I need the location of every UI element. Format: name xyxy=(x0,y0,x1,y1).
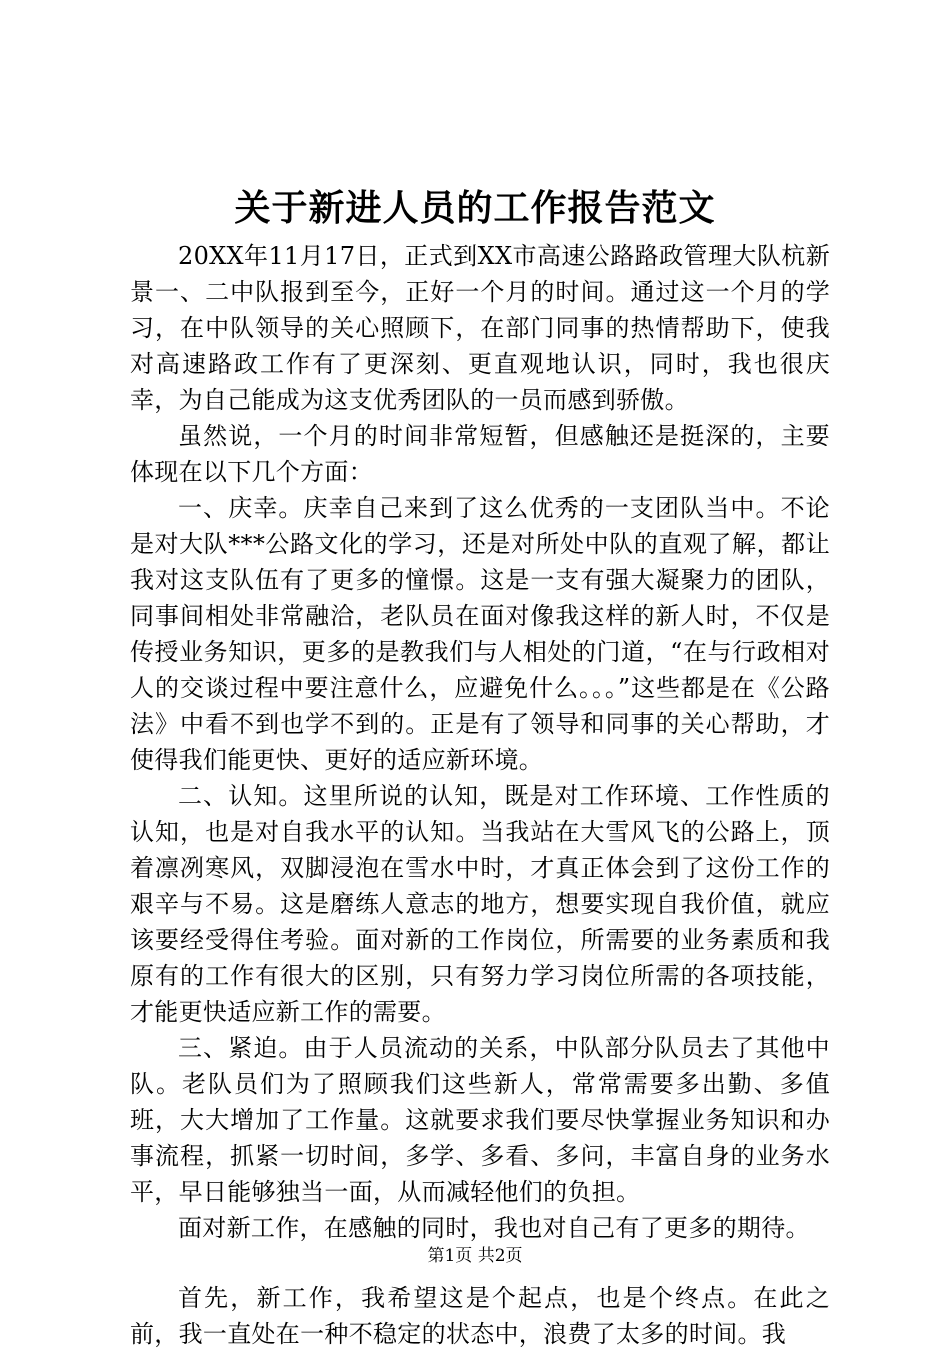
paragraph-overview: 虽然说，一个月的时间非常短暂，但感触还是挺深的，主要体现在以下几个方面： xyxy=(130,422,830,486)
paragraph-point-1: 一、庆幸。庆幸自己来到了这么优秀的一支团队当中。不论是对大队***公路文化的学习，还是对所处中队的直观了解，都让我对这支队伍有了更多的憧憬。这是一支有强大凝聚力的团队，同事间相处非常融洽，老队员在面对像我这样的新人时，不仅是传授业务知识，更多的是教我们与人相处的门道，“在与行政相对人的交谈过程中要注意什么，应避免什么。。。”这些都是在《公路法》中看不到也学不到的。正是有了领导和同事的关心帮助，才使得我们能更快、更好的适应新环境。 xyxy=(130,494,830,774)
paragraph-first: 首先，新工作，我希望这是个起点，也是个终点。在此之前，我一直处在一种不稳定的状态中，浪费了太多的时间。我 xyxy=(130,1284,830,1348)
paragraph-point-2: 二、认知。这里所说的认知，既是对工作环境、工作性质的认知，也是对自我水平的认知。当我站在大雪风飞的公路上，顶着凛冽寒风，双脚浸泡在雪水中时，才真正体会到了这份工作的艰辛与不易。这是磨练人意志的地方，想要实现自我价值，就应该要经受得住考验。面对新的工作岗位，所需要的业务素质和我原有的工作有很大的区别，只有努力学习岗位所需的各项技能，才能更快适应新工作的需要。 xyxy=(130,782,830,1026)
page-number: 第1页 共2页 xyxy=(427,1246,523,1266)
paragraph-point-3: 三、紧迫。由于人员流动的关系，中队部分队员去了其他中队。老队员们为了照顾我们这些新人，常常需要多出勤、多值班，大大增加了工作量。这就要求我们要尽快掌握业务知识和办事流程，抓紧一切时间，多学、多看、多问，丰富自身的业务水平，早日能够独当一面，从而减轻他们的负担。 xyxy=(130,1034,830,1206)
document-title: 关于新进人员的工作报告范文 xyxy=(234,187,716,229)
paragraph-intro: 20XX年11月17日，正式到XX市高速公路路政管理大队杭新景一、二中队报到至今，正好一个月的时间。通过这一个月的学习，在中队领导的关心照顾下，在部门同事的热情帮助下，使我对高速路政工作有了更深刻、更直观地认识，同时，我也很庆幸，为自己能成为这支优秀团队的一员而感到骄傲。 xyxy=(130,242,830,414)
paragraph-expectation: 面对新工作，在感触的同时，我也对自己有了更多的期待。 xyxy=(178,1214,810,1242)
document-body xyxy=(130,238,830,1352)
